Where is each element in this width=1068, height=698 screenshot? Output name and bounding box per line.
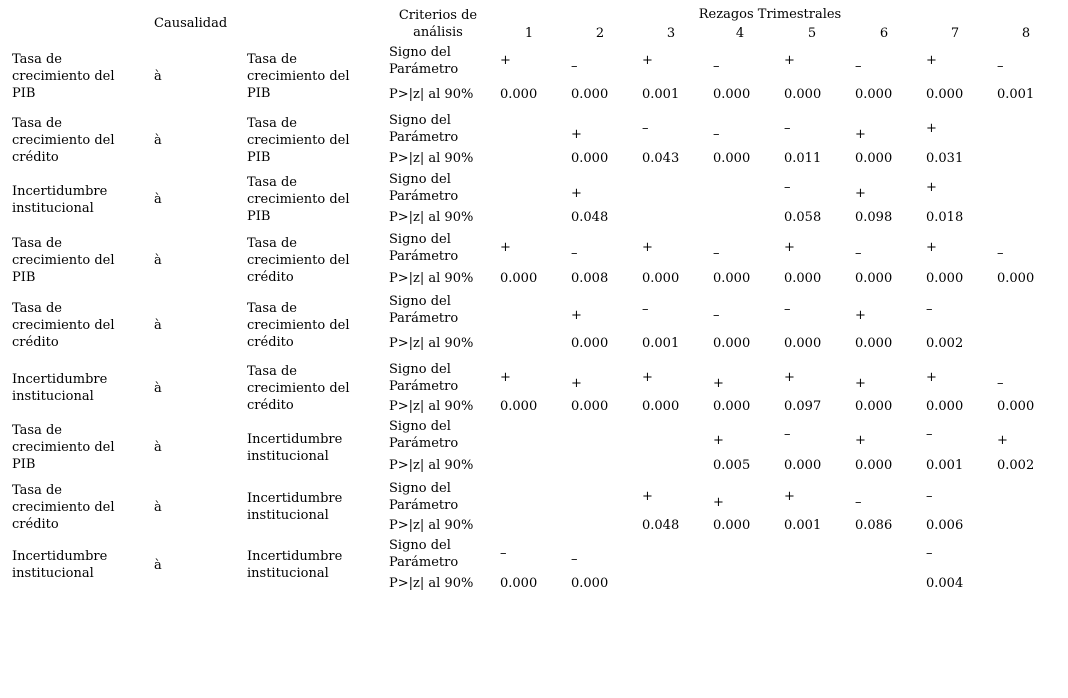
sign-value: + (500, 370, 511, 385)
pvalue-label: P>|z| al 90% (389, 399, 474, 414)
sign-label: Signo del Parámetro (389, 481, 459, 513)
sign-value: + (642, 370, 653, 385)
header-criteria: Criterios de análisis (398, 8, 478, 40)
pvalue-label: P>|z| al 90% (389, 210, 474, 225)
sign-value: + (713, 495, 724, 510)
pvalue: 0.000 (500, 576, 538, 591)
pvalue: 0.000 (713, 87, 751, 102)
pvalue: 0.001 (642, 336, 680, 351)
pvalue: 0.086 (855, 518, 893, 533)
sign-value: – (784, 302, 791, 317)
causality-arrow: à (154, 318, 162, 333)
sign-value: – (500, 546, 507, 561)
pvalue: 0.000 (713, 336, 751, 351)
sign-value: + (500, 240, 511, 255)
pvalue: 0.000 (926, 399, 964, 414)
pvalue: 0.001 (642, 87, 680, 102)
pvalue: 0.002 (997, 458, 1035, 473)
pvalue: 0.000 (500, 399, 538, 414)
effect-variable: Incertidumbre institucional (247, 549, 343, 581)
sign-value: – (784, 180, 791, 195)
pvalue: 0.000 (784, 336, 822, 351)
header-lags-title: Rezagos Trimestrales (698, 7, 842, 22)
sign-label: Signo del Parámetro (389, 419, 459, 451)
sign-value: + (500, 53, 511, 68)
sign-label: Signo del Parámetro (389, 294, 459, 326)
lag-header-6: 6 (879, 26, 889, 41)
causality-arrow: à (154, 69, 162, 84)
sign-label: Signo del Parámetro (389, 45, 459, 77)
sign-value: – (713, 246, 720, 261)
causality-arrow: à (154, 133, 162, 148)
sign-value: + (926, 370, 937, 385)
causality-arrow: à (154, 500, 162, 515)
sign-value: + (926, 53, 937, 68)
pvalue: 0.000 (997, 271, 1035, 286)
sign-value: + (784, 240, 795, 255)
effect-variable: Incertidumbre institucional (247, 491, 343, 523)
pvalue: 0.006 (926, 518, 964, 533)
pvalue-label: P>|z| al 90% (389, 518, 474, 533)
pvalue: 0.004 (926, 576, 964, 591)
effect-variable: Tasa de crecimiento del PIB (247, 175, 350, 224)
sign-value: – (713, 59, 720, 74)
pvalue: 0.000 (855, 399, 893, 414)
causality-arrow: à (154, 253, 162, 268)
sign-value: – (571, 552, 578, 567)
sign-value: – (926, 427, 933, 442)
sign-value: + (713, 376, 724, 391)
sign-value: – (997, 376, 1004, 391)
sign-value: + (855, 433, 866, 448)
pvalue: 0.000 (997, 399, 1035, 414)
pvalue: 0.001 (926, 458, 964, 473)
pvalue: 0.002 (926, 336, 964, 351)
pvalue: 0.005 (713, 458, 751, 473)
sign-value: – (713, 127, 720, 142)
sign-value: + (855, 186, 866, 201)
sign-value: + (855, 308, 866, 323)
causality-arrow: à (154, 381, 162, 396)
sign-value: – (997, 59, 1004, 74)
sign-value: + (642, 240, 653, 255)
effect-variable: Tasa de crecimiento del crédito (247, 364, 350, 413)
lag-header-7: 7 (950, 26, 960, 41)
sign-label: Signo del Parámetro (389, 172, 459, 204)
sign-value: + (571, 186, 582, 201)
sign-value: + (997, 433, 1008, 448)
pvalue: 0.000 (571, 399, 609, 414)
pvalue: 0.000 (784, 458, 822, 473)
sign-value: – (784, 121, 791, 136)
sign-value: – (784, 427, 791, 442)
pvalue: 0.000 (571, 576, 609, 591)
sign-value: – (855, 495, 862, 510)
lag-header-8: 8 (1021, 26, 1031, 41)
pvalue: 0.000 (642, 271, 680, 286)
pvalue: 0.011 (784, 151, 822, 166)
pvalue: 0.000 (713, 399, 751, 414)
pvalue: 0.000 (855, 336, 893, 351)
pvalue: 0.001 (997, 87, 1035, 102)
sign-value: + (713, 433, 724, 448)
pvalue: 0.031 (926, 151, 964, 166)
cause-variable: Tasa de crecimiento del PIB (12, 52, 115, 101)
pvalue-label: P>|z| al 90% (389, 87, 474, 102)
pvalue: 0.000 (500, 271, 538, 286)
sign-value: + (926, 121, 937, 136)
sign-value: + (571, 308, 582, 323)
pvalue: 0.000 (713, 151, 751, 166)
pvalue: 0.048 (571, 210, 609, 225)
sign-value: + (642, 489, 653, 504)
sign-value: + (571, 376, 582, 391)
sign-value: – (855, 59, 862, 74)
pvalue: 0.098 (855, 210, 893, 225)
sign-value: – (642, 121, 649, 136)
effect-variable: Tasa de crecimiento del crédito (247, 236, 350, 285)
pvalue: 0.097 (784, 399, 822, 414)
sign-value: – (571, 59, 578, 74)
sign-label: Signo del Parámetro (389, 538, 459, 570)
cause-variable: Tasa de crecimiento del crédito (12, 116, 115, 165)
cause-variable: Incertidumbre institucional (12, 549, 108, 581)
header-causality: Causalidad (154, 16, 228, 31)
lag-header-1: 1 (524, 26, 534, 41)
cause-variable: Tasa de crecimiento del crédito (12, 483, 115, 532)
pvalue-label: P>|z| al 90% (389, 576, 474, 591)
sign-value: – (713, 308, 720, 323)
sign-value: + (855, 376, 866, 391)
sign-value: – (855, 246, 862, 261)
causality-arrow: à (154, 558, 162, 573)
pvalue-label: P>|z| al 90% (389, 151, 474, 166)
lag-header-4: 4 (735, 26, 745, 41)
sign-value: – (571, 246, 578, 261)
pvalue: 0.000 (500, 87, 538, 102)
pvalue: 0.000 (855, 151, 893, 166)
pvalue: 0.000 (642, 399, 680, 414)
pvalue: 0.000 (713, 271, 751, 286)
sign-value: + (926, 240, 937, 255)
sign-value: – (926, 489, 933, 504)
lag-header-5: 5 (807, 26, 817, 41)
sign-value: + (784, 370, 795, 385)
pvalue-label: P>|z| al 90% (389, 336, 474, 351)
pvalue: 0.000 (855, 458, 893, 473)
pvalue: 0.000 (784, 271, 822, 286)
sign-label: Signo del Parámetro (389, 113, 459, 145)
pvalue: 0.000 (855, 87, 893, 102)
sign-value: + (784, 489, 795, 504)
pvalue: 0.000 (713, 518, 751, 533)
pvalue-label: P>|z| al 90% (389, 458, 474, 473)
sign-value: + (571, 127, 582, 142)
pvalue: 0.058 (784, 210, 822, 225)
pvalue: 0.000 (571, 336, 609, 351)
pvalue: 0.000 (926, 87, 964, 102)
sign-label: Signo del Parámetro (389, 362, 459, 394)
pvalue: 0.000 (784, 87, 822, 102)
sign-value: + (926, 180, 937, 195)
pvalue-label: P>|z| al 90% (389, 271, 474, 286)
sign-value: + (642, 53, 653, 68)
effect-variable: Tasa de crecimiento del PIB (247, 116, 350, 165)
pvalue: 0.000 (926, 271, 964, 286)
pvalue: 0.018 (926, 210, 964, 225)
cause-variable: Tasa de crecimiento del PIB (12, 236, 115, 285)
cause-variable: Tasa de crecimiento del PIB (12, 423, 115, 472)
sign-value: + (784, 53, 795, 68)
pvalue: 0.048 (642, 518, 680, 533)
effect-variable: Tasa de crecimiento del crédito (247, 301, 350, 350)
pvalue: 0.000 (571, 151, 609, 166)
sign-value: – (642, 302, 649, 317)
pvalue: 0.000 (855, 271, 893, 286)
cause-variable: Incertidumbre institucional (12, 184, 108, 216)
pvalue: 0.001 (784, 518, 822, 533)
lag-header-2: 2 (595, 26, 605, 41)
sign-value: – (997, 246, 1004, 261)
effect-variable: Incertidumbre institucional (247, 432, 343, 464)
pvalue: 0.000 (571, 87, 609, 102)
causality-arrow: à (154, 440, 162, 455)
sign-value: – (926, 302, 933, 317)
pvalue: 0.043 (642, 151, 680, 166)
effect-variable: Tasa de crecimiento del PIB (247, 52, 350, 101)
lag-header-3: 3 (666, 26, 676, 41)
sign-value: + (855, 127, 866, 142)
sign-label: Signo del Parámetro (389, 232, 459, 264)
cause-variable: Incertidumbre institucional (12, 372, 108, 404)
sign-value: – (926, 546, 933, 561)
cause-variable: Tasa de crecimiento del crédito (12, 301, 115, 350)
causality-arrow: à (154, 192, 162, 207)
pvalue: 0.008 (571, 271, 609, 286)
